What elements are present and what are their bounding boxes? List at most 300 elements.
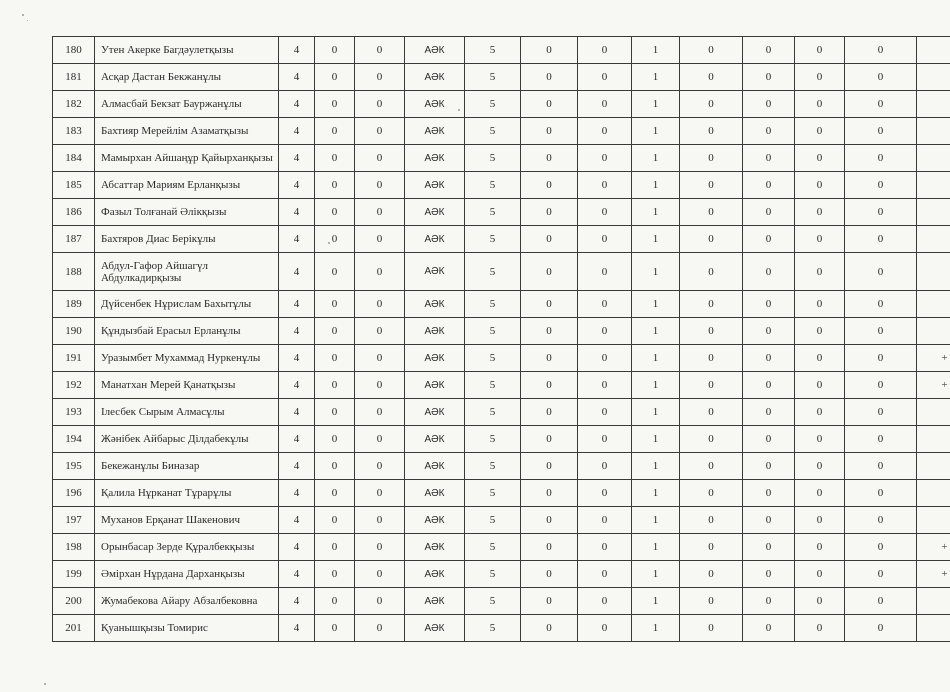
score-cell: 0 <box>743 318 795 345</box>
score-cell: 0 <box>521 64 578 91</box>
score-cell: 0 <box>578 118 632 145</box>
score-cell: 0 <box>578 199 632 226</box>
score-cell: 0 <box>355 615 405 642</box>
score-cell: 4 <box>279 118 315 145</box>
row-number: 201 <box>53 615 95 642</box>
plus-mark <box>917 291 950 318</box>
score-cell: 0 <box>578 37 632 64</box>
category-code: АӘК <box>405 291 465 318</box>
score-cell: 0 <box>578 91 632 118</box>
student-name: Алмасбай Бекзат Бауржанұлы <box>95 91 279 118</box>
table-row <box>53 172 950 199</box>
student-name: Бекежанұлы Биназар <box>95 453 279 480</box>
score-cell: 5 <box>465 91 521 118</box>
table-row <box>53 318 950 345</box>
row-number: 196 <box>53 480 95 507</box>
score-cell: 0 <box>355 64 405 91</box>
score-cell: 0 <box>845 291 917 318</box>
score-cell: 0 <box>521 118 578 145</box>
scanned-sheet <box>52 36 950 642</box>
score-cell: 4 <box>279 253 315 291</box>
score-cell: 1 <box>632 615 680 642</box>
score-cell: 1 <box>632 226 680 253</box>
score-cell: 4 <box>279 507 315 534</box>
score-cell: 1 <box>632 172 680 199</box>
score-cell: 0 <box>521 399 578 426</box>
table-row <box>53 399 950 426</box>
score-cell: 0 <box>680 534 743 561</box>
scan-speck <box>328 242 330 244</box>
score-cell: 1 <box>632 453 680 480</box>
student-name: Бахтяров Диас Берікұлы <box>95 226 279 253</box>
score-cell: 0 <box>578 426 632 453</box>
score-cell: 0 <box>845 399 917 426</box>
category-code: АӘК <box>405 453 465 480</box>
score-cell: 0 <box>680 253 743 291</box>
score-cell: 0 <box>521 588 578 615</box>
score-cell: 0 <box>578 507 632 534</box>
score-cell: 4 <box>279 372 315 399</box>
score-cell: 5 <box>465 453 521 480</box>
row-number: 184 <box>53 145 95 172</box>
score-cell: 1 <box>632 37 680 64</box>
score-cell: 5 <box>465 372 521 399</box>
score-cell: 5 <box>465 399 521 426</box>
student-name: Жәнібек Айбарыс Ділдабекұлы <box>95 426 279 453</box>
score-cell: 5 <box>465 64 521 91</box>
score-cell: 0 <box>795 561 845 588</box>
score-cell: 4 <box>279 561 315 588</box>
category-code: АӘК <box>405 199 465 226</box>
plus-mark <box>917 588 950 615</box>
student-name: Абдул-Гафор Айшагүл Абдулкадирқызы <box>95 253 279 291</box>
score-cell: 0 <box>743 561 795 588</box>
student-results-table <box>52 36 950 642</box>
row-number: 187 <box>53 226 95 253</box>
score-cell: 0 <box>680 345 743 372</box>
score-cell: 0 <box>795 291 845 318</box>
plus-mark <box>917 118 950 145</box>
score-cell: 0 <box>355 426 405 453</box>
score-cell: 0 <box>578 534 632 561</box>
student-name: Қуанышқызы Томирис <box>95 615 279 642</box>
table-row <box>53 507 950 534</box>
score-cell: 0 <box>315 226 355 253</box>
score-cell: 0 <box>315 561 355 588</box>
plus-mark <box>917 226 950 253</box>
score-cell: 0 <box>578 172 632 199</box>
score-cell: 0 <box>845 345 917 372</box>
student-name: Әмірхан Нұрдана Дарханқызы <box>95 561 279 588</box>
category-code: АӘК <box>405 318 465 345</box>
score-cell: 0 <box>845 507 917 534</box>
score-cell: 0 <box>743 426 795 453</box>
score-cell: 0 <box>845 64 917 91</box>
score-cell: 0 <box>355 172 405 199</box>
table-row <box>53 199 950 226</box>
score-cell: 0 <box>743 145 795 172</box>
table-row <box>53 118 950 145</box>
score-cell: 1 <box>632 507 680 534</box>
score-cell: 0 <box>578 615 632 642</box>
category-code: АӘК <box>405 145 465 172</box>
student-name: Манатхан Мерей Қанатқызы <box>95 372 279 399</box>
score-cell: 0 <box>315 318 355 345</box>
score-cell: 0 <box>355 453 405 480</box>
score-cell: 0 <box>521 172 578 199</box>
student-name: Жумабекова Айару Абзалбековна <box>95 588 279 615</box>
score-cell: 0 <box>521 145 578 172</box>
score-cell: 0 <box>795 372 845 399</box>
score-cell: 0 <box>743 345 795 372</box>
score-cell: 0 <box>355 318 405 345</box>
score-cell: 0 <box>355 345 405 372</box>
score-cell: 0 <box>355 534 405 561</box>
plus-mark: + <box>917 372 950 399</box>
score-cell: 0 <box>795 399 845 426</box>
score-cell: 5 <box>465 588 521 615</box>
score-cell: 0 <box>578 145 632 172</box>
score-cell: 1 <box>632 480 680 507</box>
score-cell: 1 <box>632 426 680 453</box>
row-number: 193 <box>53 399 95 426</box>
score-cell: 0 <box>680 561 743 588</box>
score-cell: 0 <box>743 172 795 199</box>
score-cell: 5 <box>465 561 521 588</box>
row-number: 190 <box>53 318 95 345</box>
score-cell: 0 <box>521 91 578 118</box>
row-number: 183 <box>53 118 95 145</box>
score-cell: 0 <box>578 453 632 480</box>
score-cell: 0 <box>743 615 795 642</box>
student-name: Дүйсенбек Нұрислам Бахытұлы <box>95 291 279 318</box>
student-name: Асқар Дастан Бекжанұлы <box>95 64 279 91</box>
score-cell: 0 <box>845 453 917 480</box>
score-cell: 0 <box>795 318 845 345</box>
score-cell: 4 <box>279 345 315 372</box>
score-cell: 4 <box>279 91 315 118</box>
score-cell: 0 <box>521 534 578 561</box>
score-cell: 1 <box>632 318 680 345</box>
table-row <box>53 480 950 507</box>
score-cell: 1 <box>632 561 680 588</box>
plus-mark: + <box>917 534 950 561</box>
score-cell: 0 <box>845 615 917 642</box>
plus-mark <box>917 64 950 91</box>
student-name: Мамырхан Айшаңұр Қайырханқызы <box>95 145 279 172</box>
score-cell: 1 <box>632 291 680 318</box>
score-cell: 0 <box>845 318 917 345</box>
row-number: 180 <box>53 37 95 64</box>
score-cell: 0 <box>845 372 917 399</box>
score-cell: 1 <box>632 372 680 399</box>
score-cell: 0 <box>521 615 578 642</box>
table-body <box>53 37 950 642</box>
score-cell: 0 <box>795 226 845 253</box>
score-cell: 4 <box>279 226 315 253</box>
table-row <box>53 588 950 615</box>
score-cell: 0 <box>315 345 355 372</box>
table-row <box>53 91 950 118</box>
score-cell: 0 <box>521 253 578 291</box>
plus-mark: + <box>917 561 950 588</box>
score-cell: 0 <box>355 480 405 507</box>
row-number: 189 <box>53 291 95 318</box>
score-cell: 0 <box>845 91 917 118</box>
score-cell: 0 <box>743 226 795 253</box>
score-cell: 0 <box>578 318 632 345</box>
score-cell: 0 <box>680 291 743 318</box>
score-cell: 0 <box>578 561 632 588</box>
score-cell: 0 <box>845 480 917 507</box>
score-cell: 0 <box>578 226 632 253</box>
score-cell: 0 <box>578 253 632 291</box>
score-cell: 0 <box>315 480 355 507</box>
score-cell: 0 <box>521 318 578 345</box>
score-cell: 0 <box>845 426 917 453</box>
score-cell: 0 <box>578 480 632 507</box>
score-cell: 0 <box>680 64 743 91</box>
score-cell: 0 <box>355 561 405 588</box>
score-cell: 0 <box>521 426 578 453</box>
plus-mark <box>917 399 950 426</box>
student-name: Муханов Ерқанат Шакенович <box>95 507 279 534</box>
score-cell: 0 <box>315 118 355 145</box>
score-cell: 1 <box>632 534 680 561</box>
score-cell: 0 <box>355 37 405 64</box>
score-cell: 0 <box>743 64 795 91</box>
score-cell: 0 <box>315 64 355 91</box>
score-cell: 0 <box>743 199 795 226</box>
score-cell: 0 <box>521 507 578 534</box>
student-name: Фазыл Толғанай Әлікқызы <box>95 199 279 226</box>
score-cell: 5 <box>465 534 521 561</box>
row-number: 194 <box>53 426 95 453</box>
score-cell: 0 <box>355 588 405 615</box>
score-cell: 0 <box>521 199 578 226</box>
score-cell: 0 <box>795 480 845 507</box>
score-cell: 1 <box>632 145 680 172</box>
plus-mark: + <box>917 345 950 372</box>
plus-mark <box>917 199 950 226</box>
score-cell: 0 <box>315 145 355 172</box>
scan-speck <box>22 14 24 16</box>
score-cell: 0 <box>578 291 632 318</box>
score-cell: 0 <box>743 588 795 615</box>
student-name: Қалила Нұрканат Тұрарұлы <box>95 480 279 507</box>
table-row <box>53 615 950 642</box>
score-cell: 0 <box>743 118 795 145</box>
score-cell: 0 <box>680 453 743 480</box>
score-cell: 0 <box>845 253 917 291</box>
score-cell: 1 <box>632 91 680 118</box>
score-cell: 4 <box>279 453 315 480</box>
score-cell: 1 <box>632 399 680 426</box>
table-row <box>53 426 950 453</box>
category-code: АӘК <box>405 345 465 372</box>
scan-speck <box>458 109 460 111</box>
score-cell: 0 <box>845 118 917 145</box>
score-cell: 4 <box>279 615 315 642</box>
student-name: Абсаттар Мариям Ерланқызы <box>95 172 279 199</box>
scan-speck <box>44 683 46 685</box>
score-cell: 0 <box>680 91 743 118</box>
table-row <box>53 345 950 372</box>
plus-mark <box>917 91 950 118</box>
score-cell: 0 <box>680 588 743 615</box>
score-cell: 5 <box>465 226 521 253</box>
row-number: 200 <box>53 588 95 615</box>
plus-mark <box>917 253 950 291</box>
table-row <box>53 226 950 253</box>
score-cell: 0 <box>355 372 405 399</box>
score-cell: 0 <box>795 37 845 64</box>
score-cell: 0 <box>795 172 845 199</box>
score-cell: 0 <box>845 226 917 253</box>
table-row <box>53 291 950 318</box>
plus-mark <box>917 507 950 534</box>
score-cell: 0 <box>315 426 355 453</box>
score-cell: 0 <box>845 37 917 64</box>
score-cell: 0 <box>680 199 743 226</box>
plus-mark <box>917 318 950 345</box>
score-cell: 0 <box>680 507 743 534</box>
score-cell: 0 <box>680 118 743 145</box>
score-cell: 4 <box>279 37 315 64</box>
student-name: Құндызбай Ерасыл Ерланұлы <box>95 318 279 345</box>
table-row <box>53 253 950 291</box>
student-name: Орынбасар Зерде Құралбекқызы <box>95 534 279 561</box>
score-cell: 4 <box>279 480 315 507</box>
score-cell: 0 <box>315 588 355 615</box>
row-number: 188 <box>53 253 95 291</box>
score-cell: 0 <box>795 253 845 291</box>
table-row <box>53 64 950 91</box>
category-code: АӘК <box>405 226 465 253</box>
score-cell: 0 <box>355 253 405 291</box>
plus-mark <box>917 172 950 199</box>
row-number: 199 <box>53 561 95 588</box>
score-cell: 5 <box>465 37 521 64</box>
score-cell: 0 <box>578 64 632 91</box>
table-row <box>53 453 950 480</box>
score-cell: 1 <box>632 118 680 145</box>
score-cell: 5 <box>465 145 521 172</box>
score-cell: 0 <box>355 399 405 426</box>
score-cell: 0 <box>795 91 845 118</box>
plus-mark <box>917 37 950 64</box>
score-cell: 0 <box>521 453 578 480</box>
score-cell: 0 <box>355 507 405 534</box>
score-cell: 0 <box>315 615 355 642</box>
score-cell: 5 <box>465 615 521 642</box>
category-code: АӘК <box>405 561 465 588</box>
category-code: АӘК <box>405 588 465 615</box>
category-code: АӘК <box>405 480 465 507</box>
score-cell: 0 <box>680 226 743 253</box>
score-cell: 0 <box>521 226 578 253</box>
score-cell: 4 <box>279 64 315 91</box>
score-cell: 0 <box>578 372 632 399</box>
score-cell: 5 <box>465 318 521 345</box>
score-cell: 0 <box>795 118 845 145</box>
score-cell: 0 <box>355 291 405 318</box>
row-number: 191 <box>53 345 95 372</box>
score-cell: 0 <box>578 399 632 426</box>
category-code: АӘК <box>405 172 465 199</box>
table-row <box>53 145 950 172</box>
score-cell: 5 <box>465 507 521 534</box>
score-cell: 0 <box>795 426 845 453</box>
score-cell: 0 <box>315 453 355 480</box>
score-cell: 4 <box>279 588 315 615</box>
score-cell: 0 <box>845 588 917 615</box>
score-cell: 0 <box>521 345 578 372</box>
row-number: 198 <box>53 534 95 561</box>
score-cell: 4 <box>279 399 315 426</box>
category-code: АӘК <box>405 534 465 561</box>
score-cell: 0 <box>521 372 578 399</box>
score-cell: 0 <box>315 199 355 226</box>
score-cell: 0 <box>743 507 795 534</box>
score-cell: 5 <box>465 426 521 453</box>
score-cell: 0 <box>680 318 743 345</box>
score-cell: 5 <box>465 345 521 372</box>
row-number: 197 <box>53 507 95 534</box>
category-code: АӘК <box>405 507 465 534</box>
score-cell: 0 <box>743 37 795 64</box>
score-cell: 0 <box>521 561 578 588</box>
score-cell: 0 <box>315 534 355 561</box>
row-number: 195 <box>53 453 95 480</box>
score-cell: 4 <box>279 199 315 226</box>
score-cell: 0 <box>315 37 355 64</box>
score-cell: 0 <box>795 345 845 372</box>
plus-mark <box>917 426 950 453</box>
category-code: АӘК <box>405 118 465 145</box>
row-number: 186 <box>53 199 95 226</box>
score-cell: 0 <box>795 64 845 91</box>
table-row <box>53 372 950 399</box>
row-number: 192 <box>53 372 95 399</box>
score-cell: 0 <box>795 507 845 534</box>
category-code: АӘК <box>405 37 465 64</box>
score-cell: 0 <box>845 145 917 172</box>
plus-mark <box>917 453 950 480</box>
category-code: АӘК <box>405 372 465 399</box>
score-cell: 0 <box>743 534 795 561</box>
table-row <box>53 37 950 64</box>
score-cell: 0 <box>315 172 355 199</box>
category-code: АӘК <box>405 253 465 291</box>
score-cell: 0 <box>355 118 405 145</box>
category-code: АӘК <box>405 91 465 118</box>
score-cell: 0 <box>521 291 578 318</box>
score-cell: 0 <box>315 291 355 318</box>
category-code: АӘК <box>405 426 465 453</box>
score-cell: 1 <box>632 199 680 226</box>
score-cell: 5 <box>465 118 521 145</box>
score-cell: 4 <box>279 145 315 172</box>
score-cell: 0 <box>680 172 743 199</box>
score-cell: 0 <box>355 145 405 172</box>
student-name: Уразымбет Мухаммад Нуркенұлы <box>95 345 279 372</box>
plus-mark <box>917 480 950 507</box>
score-cell: 1 <box>632 588 680 615</box>
score-cell: 5 <box>465 253 521 291</box>
scan-speck <box>27 20 28 21</box>
score-cell: 0 <box>743 480 795 507</box>
